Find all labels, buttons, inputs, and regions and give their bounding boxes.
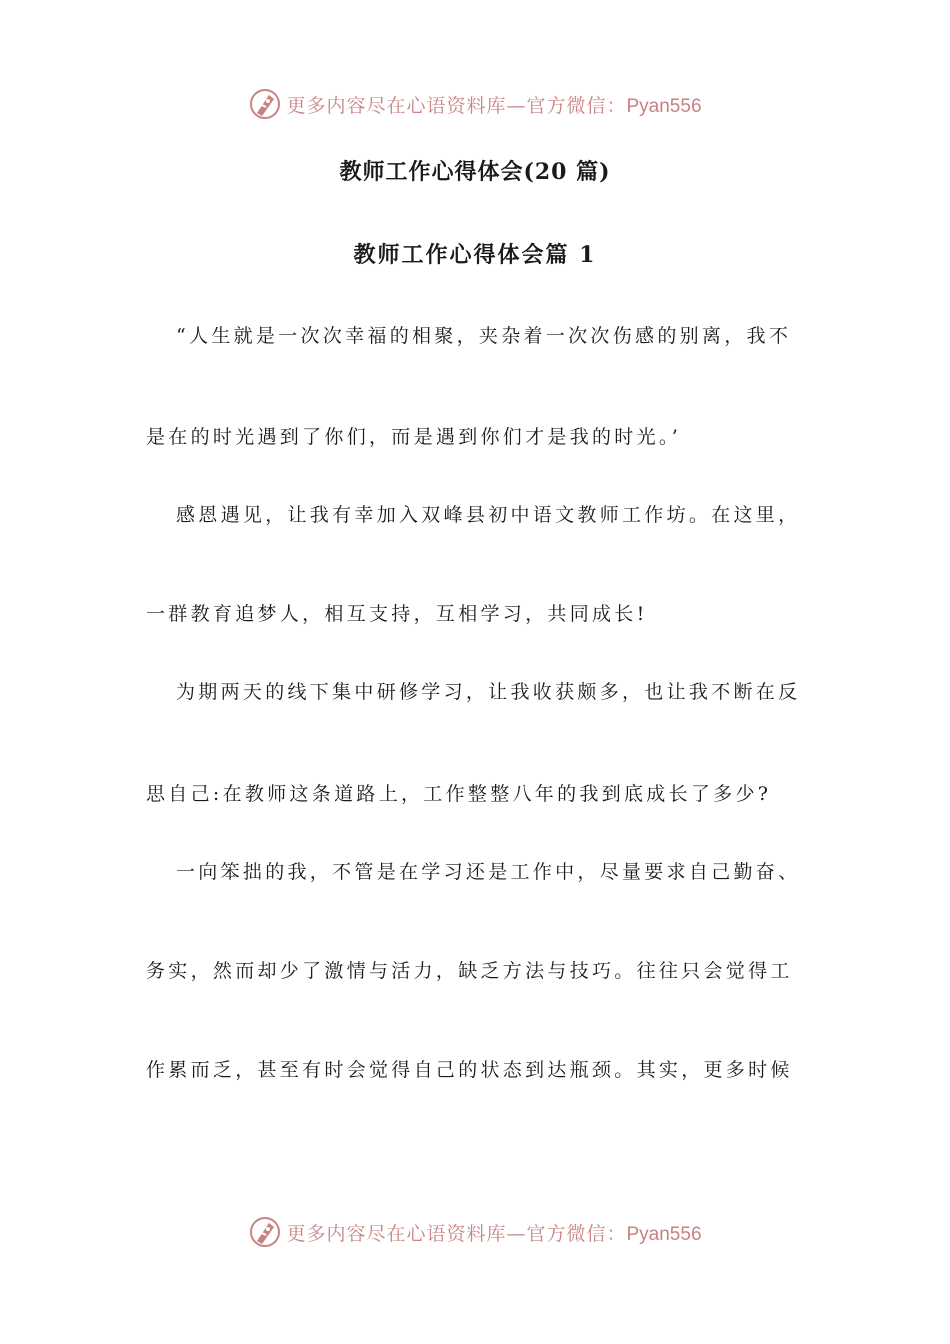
paragraph-line: “人生就是一次次幸福的相聚，夹杂着一次次伤感的别离，我不 <box>176 325 792 347</box>
footer-watermark <box>0 1210 950 1254</box>
paragraph-line: 为期两天的线下集中研修学习，让我收获颇多，也让我不断在反 <box>176 681 801 703</box>
header-watermark <box>0 82 950 126</box>
watermark-text: 更多内容尽在心语资料库—官方微信：Pyan556 <box>286 1222 702 1245</box>
wechat-id: Pyan556 <box>626 1223 702 1245</box>
paragraph-line: 一向笨拙的我，不管是在学习还是工作中，尽量要求自己勤奋、 <box>176 861 801 883</box>
pen-nib-logo-icon <box>248 1215 282 1249</box>
paragraph-line: 思自己:在教师这条道路上，工作整整八年的我到底成长了多少? <box>146 783 772 805</box>
document-title: 教师工作心得体会(20 篇) <box>339 159 611 185</box>
paragraph-line: 作累而乏，甚至有时会觉得自己的状态到达瓶颈。其实，更多时候 <box>146 1059 793 1081</box>
pen-nib-logo-icon <box>248 87 282 121</box>
wechat-id: Pyan556 <box>626 95 702 117</box>
paragraph-line: 一群教育追梦人，相互支持，互相学习，共同成长! <box>146 603 648 625</box>
paragraph-line: 务实，然而却少了激情与活力，缺乏方法与技巧。往往只会觉得工 <box>146 960 793 982</box>
paragraph-line: 感恩遇见，让我有幸加入双峰县初中语文教师工作坊。在这里， <box>176 504 801 526</box>
paragraph-line: 是在的时光遇到了你们，而是遇到你们才是我的时光。’ <box>146 426 682 448</box>
watermark-text: 更多内容尽在心语资料库—官方微信：Pyan556 <box>286 94 702 117</box>
section-title: 教师工作心得体会篇 1 <box>353 242 597 268</box>
